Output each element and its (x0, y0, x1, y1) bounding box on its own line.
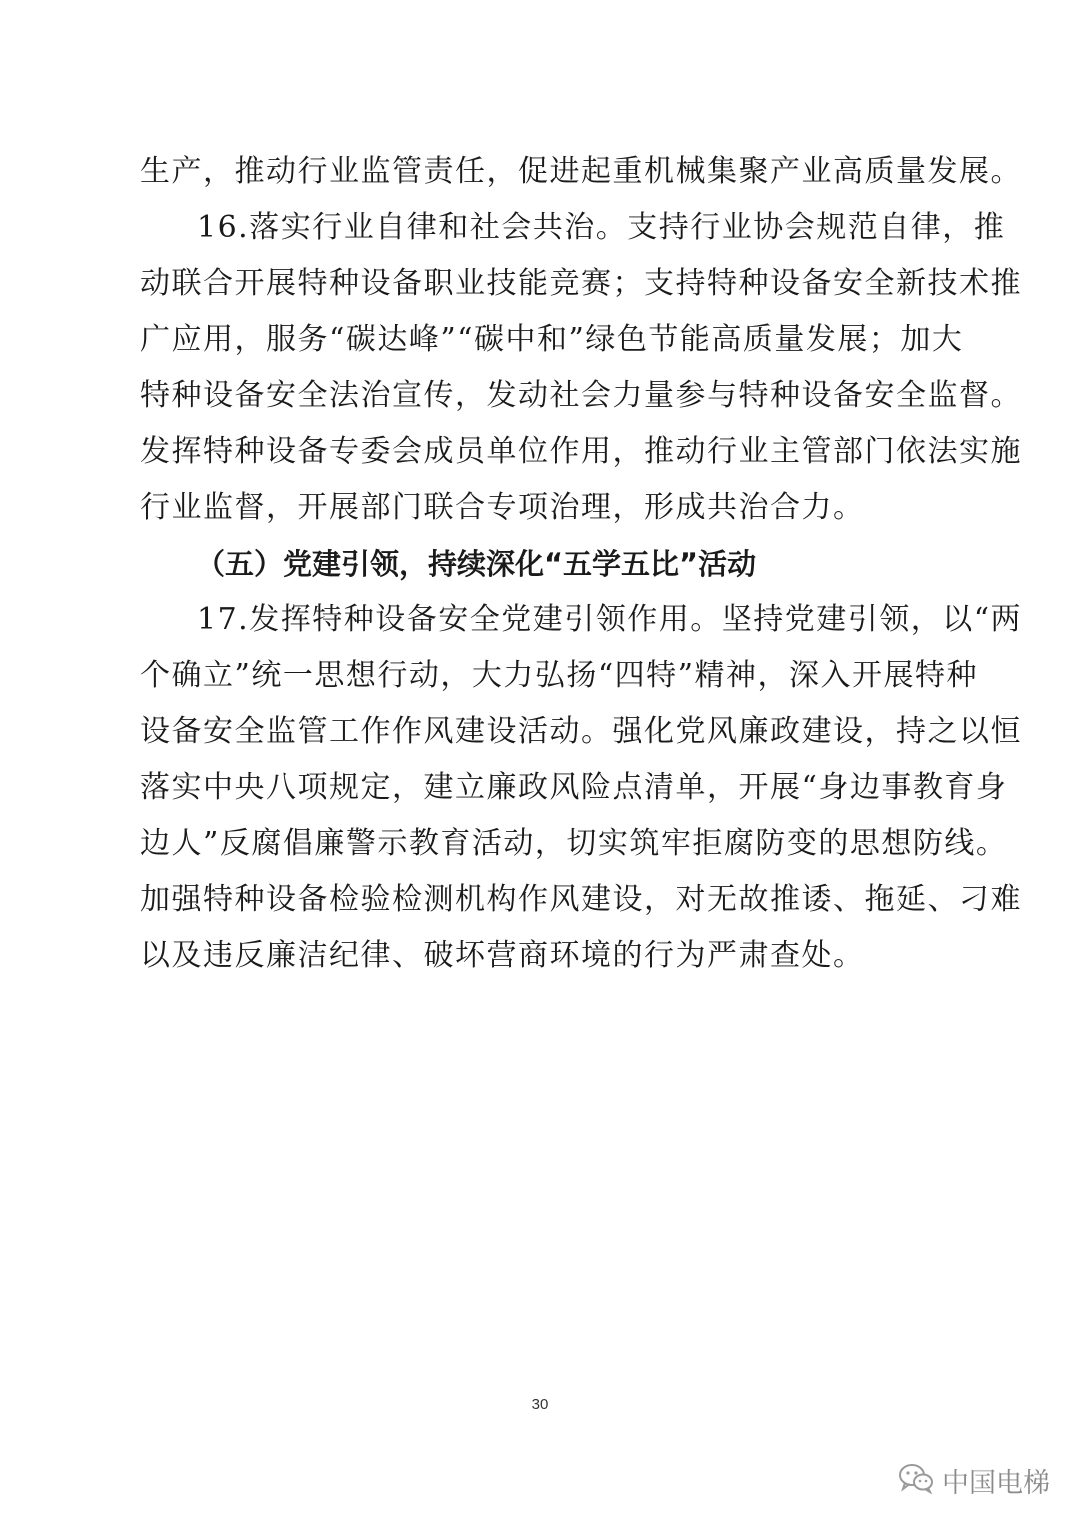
section-heading: （五）党建引领，持续深化“五学五比”活动 (196, 547, 757, 581)
watermark (898, 1460, 1050, 1500)
paragraph-line: 以及违反廉洁纪律、破坏营商环境的行为严肃查处。 (140, 938, 865, 973)
paragraph-line: 个确立”统一思想行动，大力弘扬“四特”精神，深入开展特种 (140, 658, 979, 693)
paragraph-line: 加强特种设备检验检测机构作风建设，对无故推诿、拖延、刁难 (140, 882, 1022, 917)
paragraph-line: 设备安全监管工作作风建设活动。强化党风廉政建设，持之以恒 (140, 714, 1022, 749)
paragraph-line: 边人”反腐倡廉警示教育活动，切实筑牢拒腐防变的思想防线。 (140, 826, 1008, 861)
page-number: 30 (531, 1396, 549, 1413)
paragraph-line: 行业监督，开展部门联合专项治理，形成共治合力。 (140, 490, 865, 525)
paragraph-line: 落实中央八项规定，建立廉政风险点清单，开展“身边事教育身 (140, 770, 1008, 805)
paragraph-line: 生产，推动行业监管责任，促进起重机械集聚产业高质量发展。 (140, 154, 1022, 189)
paragraph-line: 广应用，服务“碳达峰”“碳中和”绿色节能高质量发展；加大 (140, 322, 964, 357)
wechat-icon (898, 1462, 934, 1498)
paragraph-line: 特种设备安全法治宣传，发动社会力量参与特种设备安全监督。 (140, 378, 1022, 413)
paragraph-line: 动联合开展特种设备职业技能竞赛；支持特种设备安全新技术推 (140, 266, 1022, 301)
paragraph-line: 发挥特种设备专委会成员单位作用，推动行业主管部门依法实施 (140, 434, 1022, 469)
paragraph-line: 17.发挥特种设备安全党建引领作用。坚持党建引领，以“两 (197, 602, 1023, 637)
watermark-label: 中国电梯 (942, 1467, 1050, 1499)
paragraph-line: 16.落实行业自律和社会共治。支持行业协会规范自律，推 (197, 210, 1006, 245)
